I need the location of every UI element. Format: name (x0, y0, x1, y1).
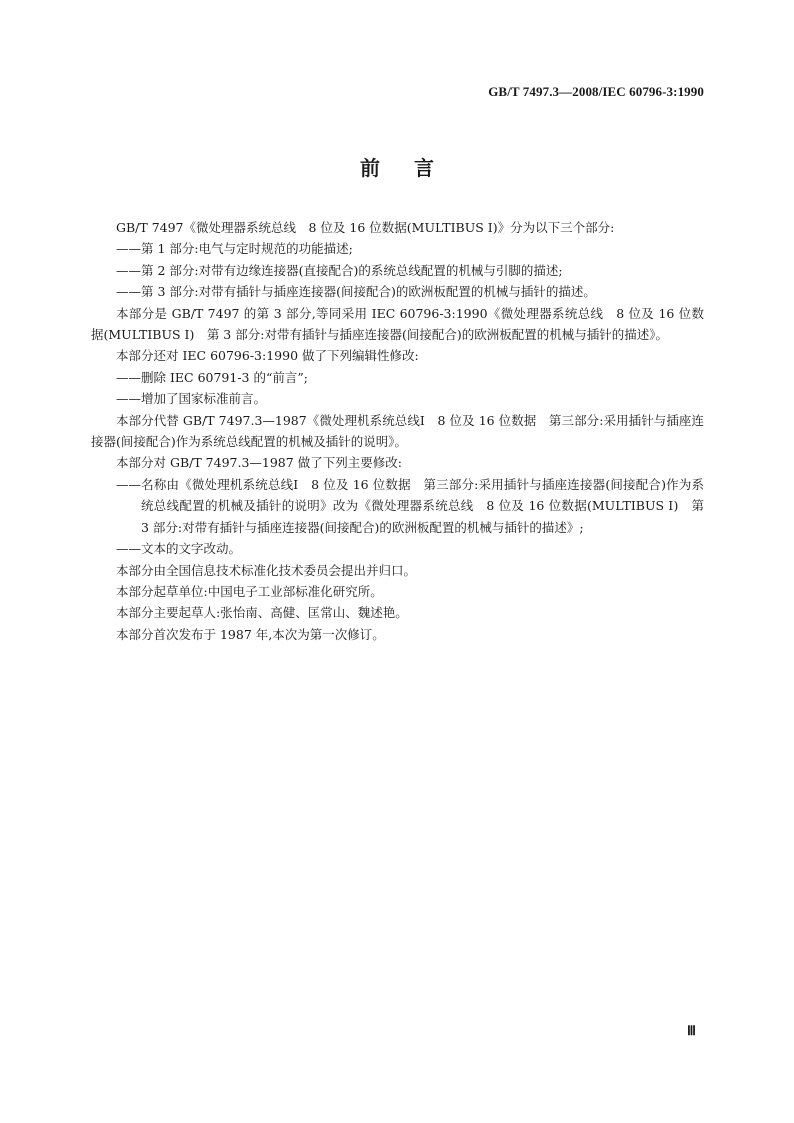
page-title: 前言 (360, 156, 468, 180)
editorial-intro-paragraph: 本部分还对 IEC 60796-3:1990 做了下列编辑性修改: (116, 348, 419, 364)
list-item-part-1: ——第 1 部分:电气与定时规范的功能描述; (116, 241, 353, 257)
list-item-change-1: ——名称由《微处理机系统总线Ⅰ 8 位及 16 位数据 第三部分:采用插针与插座连接器(间接配合)作为系统总线配置的机械及插针的说明》改为《微处理器系统总线 8 位及 16 位数据(MULTIBUS Ⅰ) 第 3 部分:对带有插针与插座连接器(间接配合)的欧洲板配置的机械与插针的描述》; (116, 476, 704, 535)
list-item-part-3: ——第 3 部分:对带有插针与插座连接器(间接配合)的欧洲板配置的机械与插针的描述。 (116, 284, 596, 300)
history-paragraph: 本部分首次发布于 1987 年,本次为第一次修订。 (116, 626, 385, 642)
intro-paragraph: GB/T 7497《微处理器系统总线 8 位及 16 位数据(MULTIBUS Ⅰ)》分为以下三个部分: (116, 220, 615, 235)
list-item-change-2: ——文本的文字改动。 (116, 541, 242, 557)
foreword-body (91, 217, 704, 645)
adoption-paragraph: 本部分是 GB/T 7497 的第 3 部分,等同采用 IEC 60796-3:1990《微处理器系统总线 8 位及 16 位数据(MULTIBUS Ⅰ) 第 3 部分:对带有插针与插座连接器(间接配合)的欧洲板配置的机械与插针的描述》。 (91, 305, 704, 343)
committee-paragraph: 本部分由全国信息技术标准化技术委员会提出并归口。 (116, 562, 417, 578)
page-number: Ⅲ (687, 1023, 696, 1038)
main-changes-intro-paragraph: 本部分对 GB/T 7497.3—1987 做了下列主要修改: (116, 455, 402, 471)
replacement-paragraph: 本部分代替 GB/T 7497.3—1987《微处理机系统总线Ⅰ 8 位及 16 位数据 第三部分:采用插针与插座连接器(间接配合)作为系统总线配置的机械及插针的说明》。 (91, 412, 704, 450)
drafting-unit-paragraph: 本部分起草单位:中国电子工业部标准化研究所。 (116, 583, 383, 599)
list-item-editorial-2: ——增加了国家标准前言。 (116, 391, 267, 407)
drafters-paragraph: 本部分主要起草人:张怡南、高健、匡常山、魏述艳。 (116, 605, 408, 621)
list-item-editorial-1: ——删除 IEC 60791-3 的“前言”; (116, 369, 308, 385)
standard-number: GB/T 7497.3—2008/IEC 60796-3:1990 (488, 84, 704, 99)
list-item-part-2: ——第 2 部分:对带有边缘连接器(直接配合)的系统总线配置的机械与引脚的描述; (116, 262, 563, 278)
